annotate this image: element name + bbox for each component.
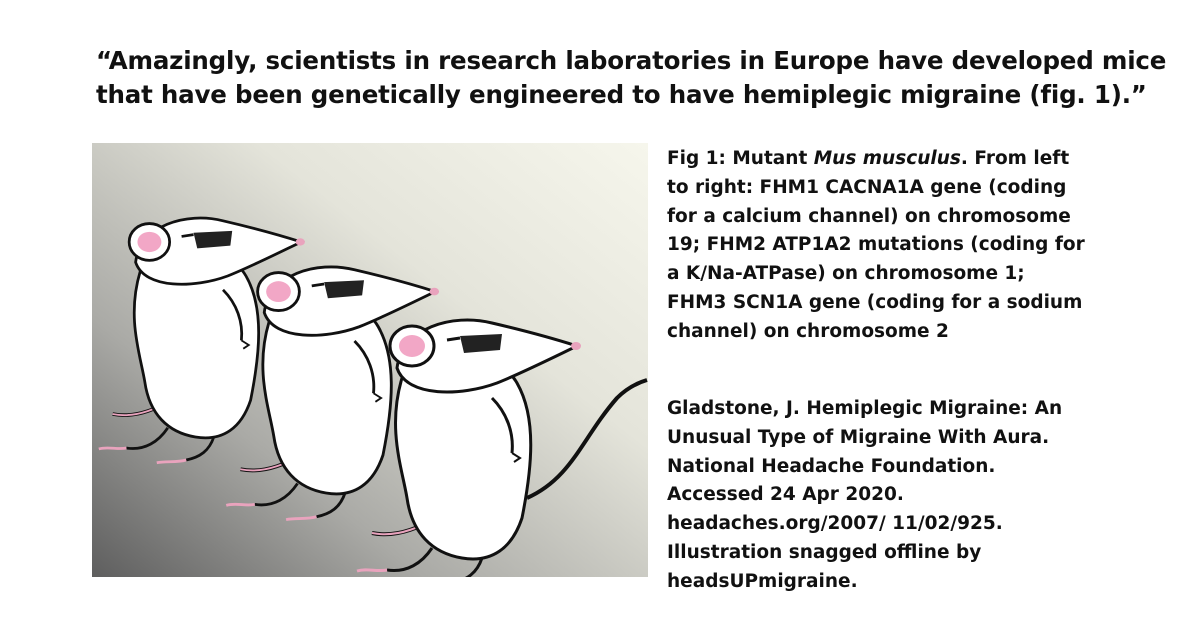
figure-caption	[667, 145, 1087, 347]
quote-text: “Amazingly, scientists in research laboratories in Europe have developed mice that have been genetically engineered to have hemiplegic migraine (fig. 1).”	[96, 46, 1167, 109]
caption-prefix: Fig 1: Mutant	[667, 148, 814, 169]
citation-reference: Gladstone, J. Hemiplegic Migraine: An Unusual Type of Migraine With Aura. National Headache Foundation. Accessed 24 Apr 2020. headaches.org/2007/ 11/02/925. Illustration snagged offline by headsUPmigraine.	[667, 398, 1063, 592]
caption-species: Mus musculus	[813, 148, 961, 169]
caption-body: . From left to right: FHM1 CACNA1A gene (coding for a calcium channel) on chromosome 19; FHM2 ATP1A2 mutations (coding for a K/Na-ATPase) on chromosome 1; FHM3 SCN1A gene (coding for a sodium channel) on chromosome 2	[667, 148, 1085, 342]
mice-illustration	[92, 143, 648, 577]
